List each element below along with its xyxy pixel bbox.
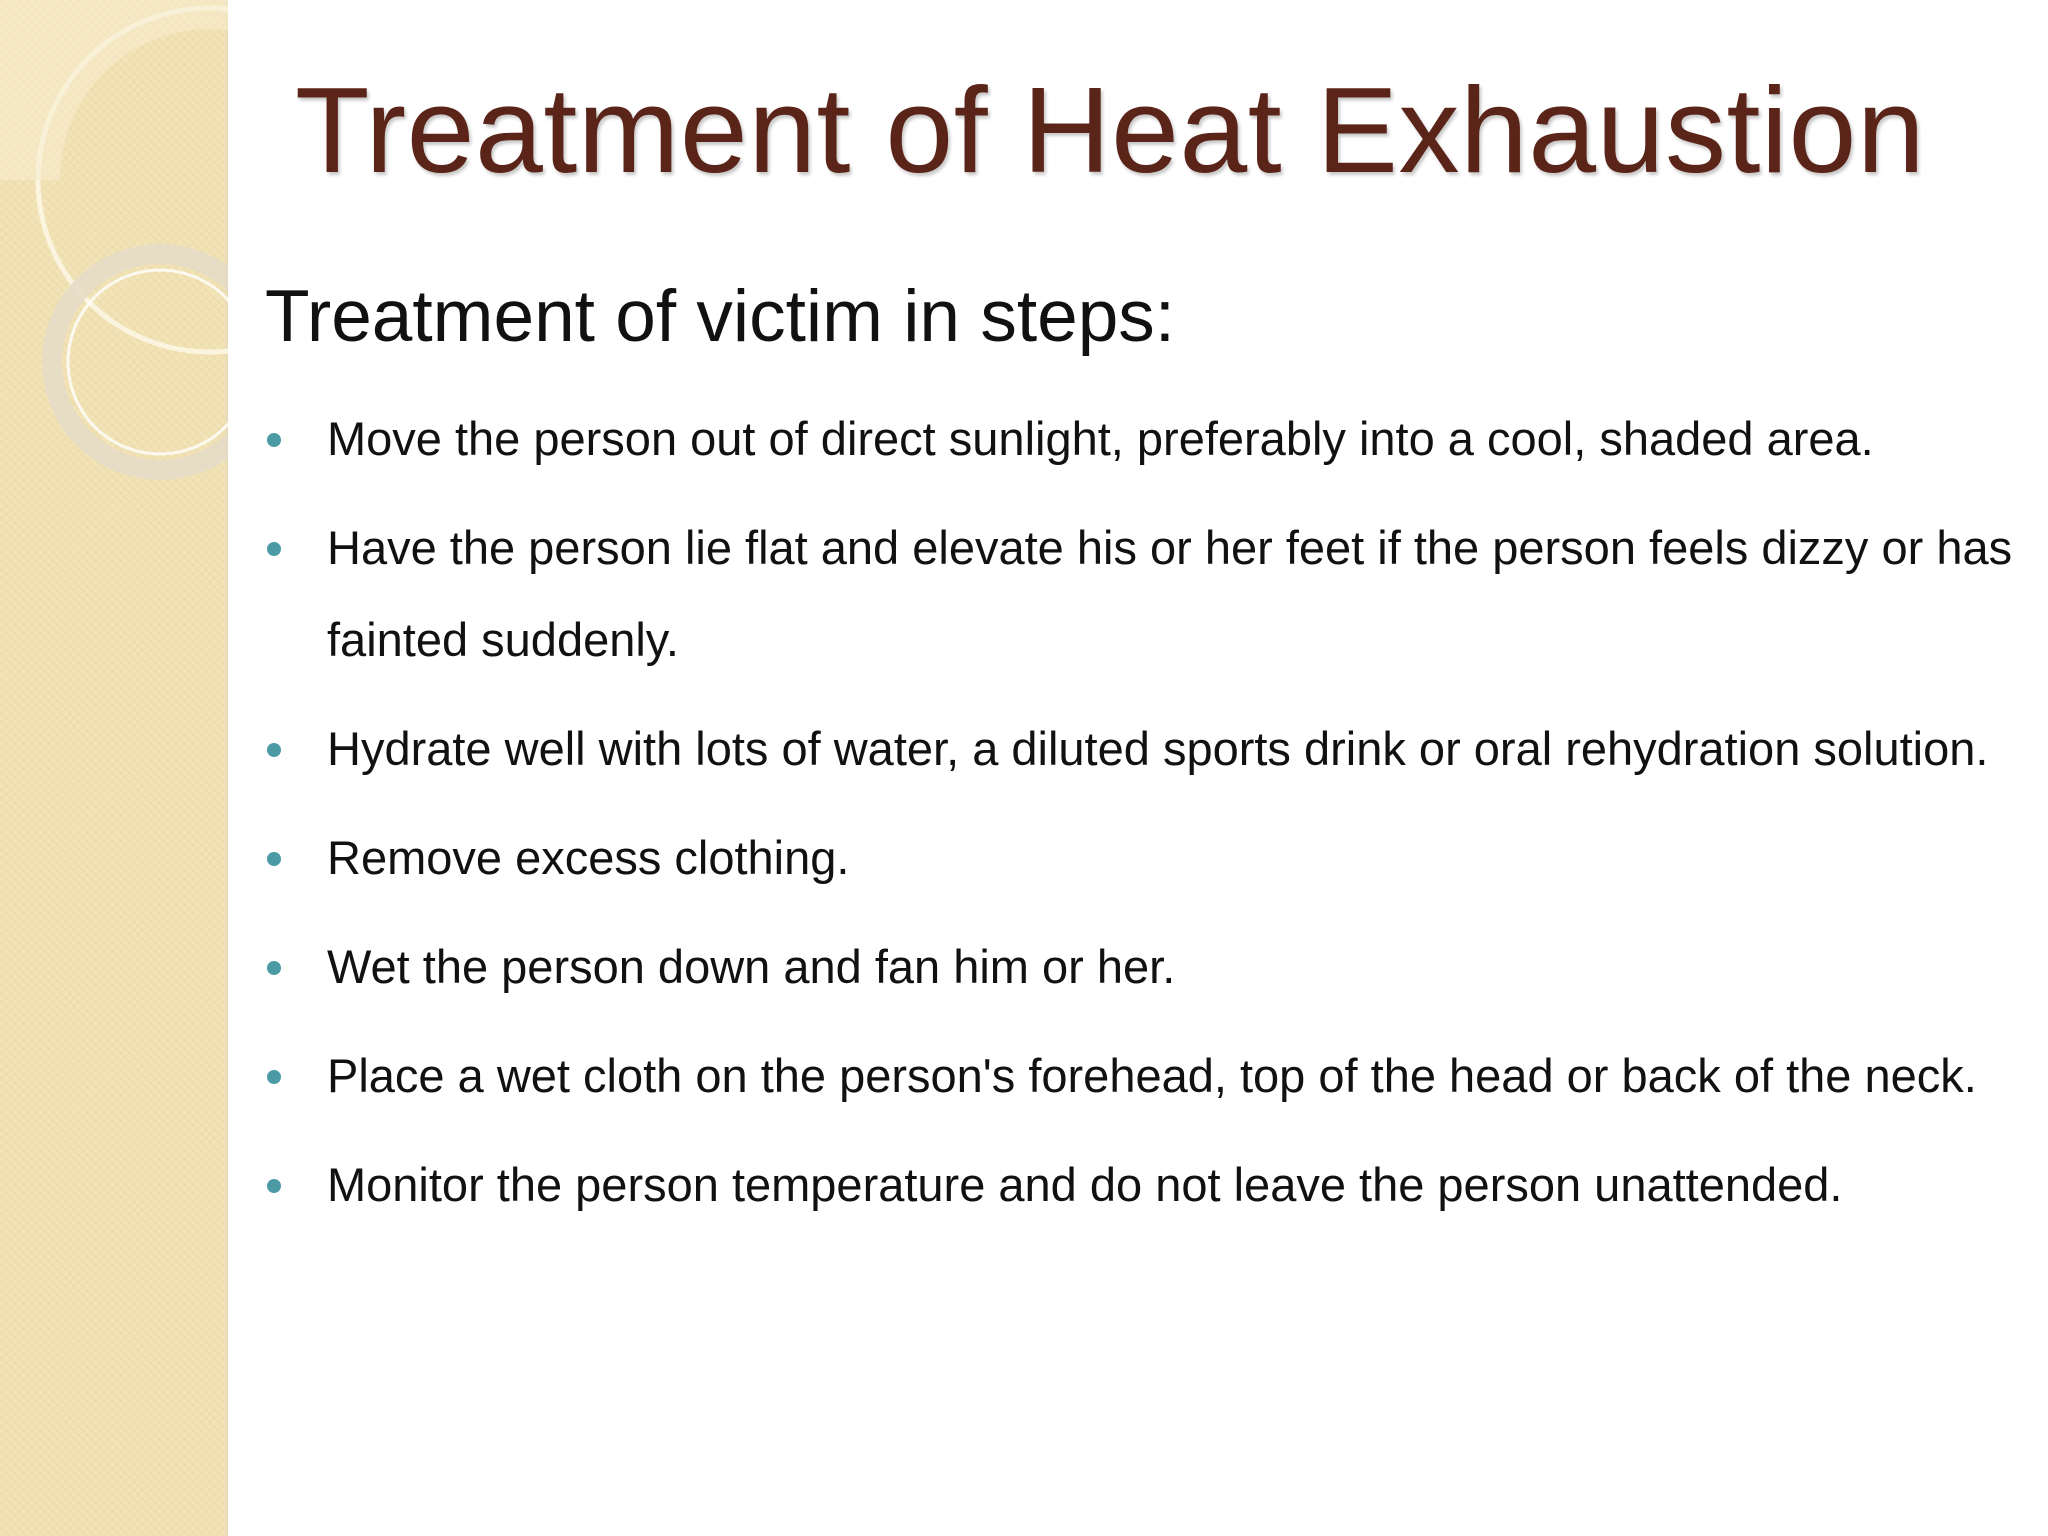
decorative-rings (0, 0, 228, 520)
bullet-item (265, 1139, 2025, 1231)
bullet-list (265, 393, 2025, 1248)
bullet-item (265, 502, 2025, 686)
slide-subtitle: Treatment of victim in steps: (265, 276, 1176, 357)
bullet-dot-icon (267, 1070, 281, 1084)
bullet-dot-icon (267, 743, 281, 757)
bullet-item (265, 393, 2025, 485)
bullet-dot-icon (267, 1179, 281, 1193)
bullet-dot-icon (267, 433, 281, 447)
bullet-dot-icon (267, 961, 281, 975)
bullet-text: Place a wet cloth on the person's forehead, top of the head or back of the neck. (327, 1049, 1977, 1102)
bullet-dot-icon (267, 542, 281, 556)
bullet-text: Hydrate well with lots of water, a diluted sports drink or oral rehydration solution. (327, 722, 1989, 775)
bullet-item (265, 812, 2025, 904)
bullet-text: Wet the person down and fan him or her. (327, 940, 1176, 993)
slide-title: Treatment of Heat Exhaustion (295, 62, 1926, 198)
bullet-text: Remove excess clothing. (327, 831, 850, 884)
bullet-item (265, 1030, 2025, 1122)
bullet-text: Move the person out of direct sunlight, preferably into a cool, shaded area. (327, 412, 1874, 465)
bullet-item (265, 921, 2025, 1013)
bullet-text: Monitor the person temperature and do not leave the person unattended. (327, 1158, 1843, 1211)
bullet-item (265, 703, 2025, 795)
bullet-text: Have the person lie flat and elevate his or her feet if the person feels dizzy or has fainted suddenly. (327, 521, 2013, 666)
bullet-dot-icon (267, 852, 281, 866)
